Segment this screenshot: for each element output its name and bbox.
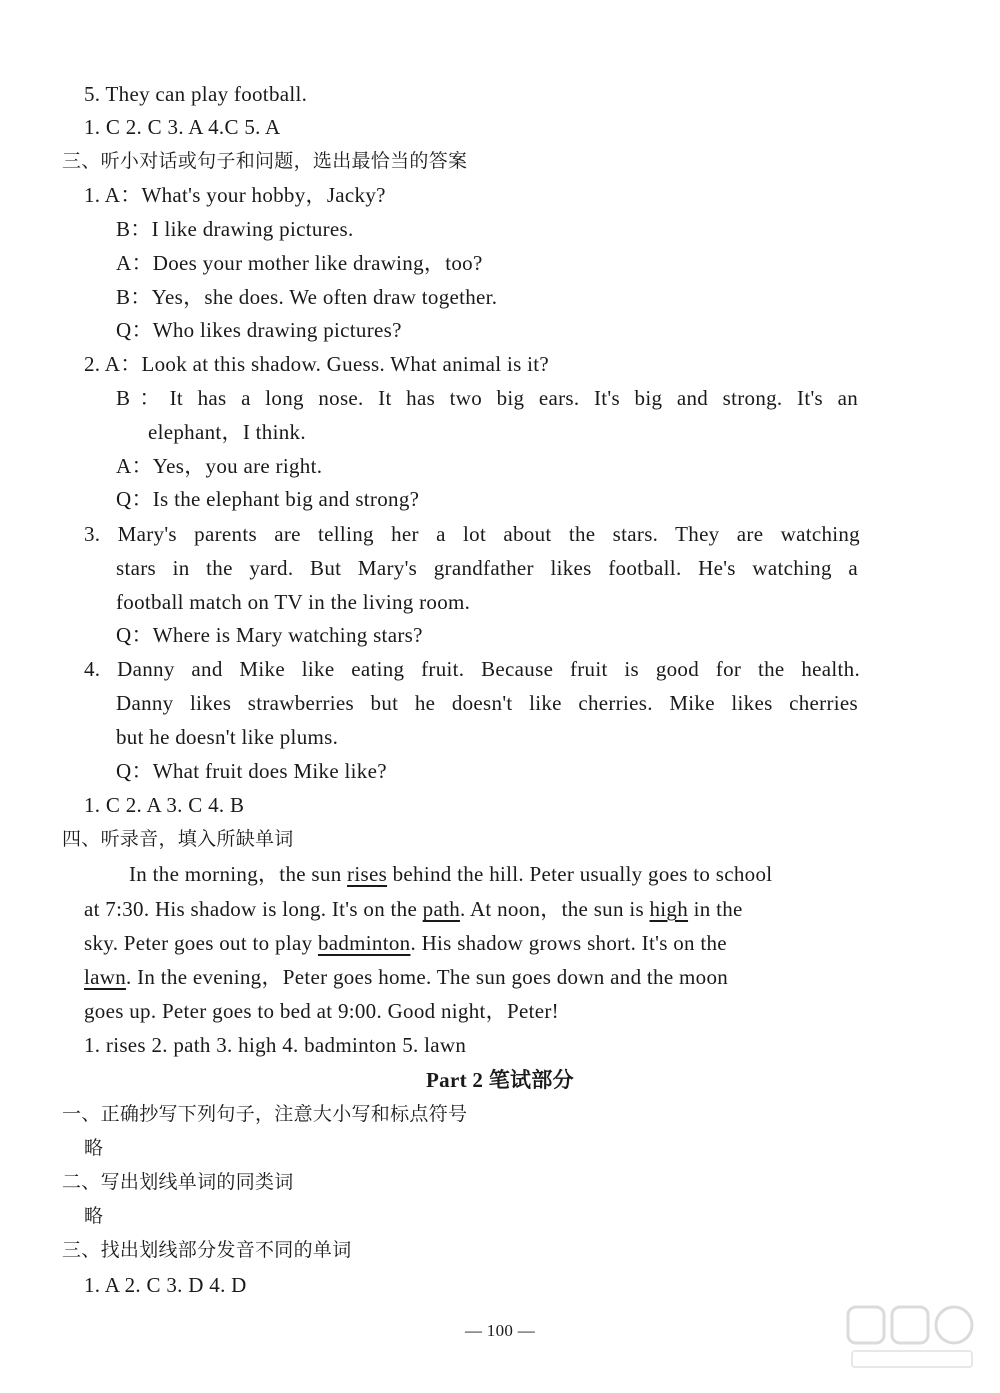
passage-line: football match on TV in the living room. bbox=[116, 590, 471, 614]
answer-line: 1. A 2. C 3. D 4. D bbox=[84, 1273, 247, 1297]
section-heading: 一、正确抄写下列句子，注意大小写和标点符号 bbox=[62, 1103, 468, 1125]
question-line: Q：Is the elephant big and strong? bbox=[116, 487, 420, 511]
section-heading: 三、听小对话或句子和问题，选出最恰当的答案 bbox=[62, 150, 468, 172]
passage-line: Danny likes strawberries but he doesn't like cherries. Mike likes cherries bbox=[116, 691, 858, 715]
passage-line: 4. Danny and Mike like eating fruit. Because fruit is good for the health. bbox=[84, 657, 860, 681]
page-number: — 100 — bbox=[464, 1321, 536, 1340]
question-line: Q：Who likes drawing pictures? bbox=[116, 318, 402, 342]
passage-text: In the morning，the sun bbox=[129, 862, 348, 886]
section-heading: 三、找出划线部分发音不同的单词 bbox=[62, 1239, 352, 1261]
answer-line: 1. rises 2. path 3. high 4. badminton 5. lawn bbox=[84, 1033, 467, 1057]
dialogue-line: B：It has a long nose. It has two big ears. It's big and strong. It's an bbox=[116, 386, 858, 410]
passage-text: . In the evening，Peter goes home. The sun goes down and the moon bbox=[126, 965, 729, 989]
dialogue-line: B：Yes，she does. We often draw together. bbox=[116, 285, 498, 309]
passage-line bbox=[84, 929, 727, 957]
answer-line: 略 bbox=[84, 1205, 104, 1227]
part-heading: Part 2 笔试部分 bbox=[426, 1068, 574, 1092]
watermark-icon bbox=[842, 1303, 982, 1373]
passage-text: behind the hill. Peter usually goes to school bbox=[387, 862, 773, 886]
passage-line bbox=[129, 860, 772, 888]
text-line: 5. They can play football. bbox=[84, 82, 308, 106]
answer-line: 1. C 2. A 3. C 4. B bbox=[84, 793, 245, 817]
passage-line bbox=[84, 895, 743, 923]
passage-text: at 7:30. His shadow is long. It's on the bbox=[84, 897, 423, 921]
passage-text: . His shadow grows short. It's on the bbox=[410, 931, 727, 955]
answer-line: 略 bbox=[84, 1137, 104, 1159]
passage-line: 3. Mary's parents are telling her a lot about the stars. They are watching bbox=[84, 522, 860, 546]
filled-word: badminton bbox=[317, 931, 411, 955]
passage-line bbox=[84, 963, 728, 991]
section-heading: 四、听录音，填入所缺单词 bbox=[62, 828, 294, 850]
dialogue-line: A：Yes，you are right. bbox=[116, 454, 323, 478]
question-line: Q：Where is Mary watching stars? bbox=[116, 623, 423, 647]
question-line: Q：What fruit does Mike like? bbox=[116, 759, 387, 783]
passage-text: . At noon，the sun is bbox=[460, 897, 650, 921]
section-heading: 二、写出划线单词的同类词 bbox=[62, 1171, 294, 1193]
passage-line: but he doesn't like plums. bbox=[116, 725, 339, 749]
passage-line: stars in the yard. But Mary's grandfather likes football. He's watching a bbox=[116, 556, 858, 580]
dialogue-line: B：I like drawing pictures. bbox=[116, 217, 354, 241]
answer-line: 1. C 2. C 3. A 4.C 5. A bbox=[84, 115, 281, 139]
dialogue-line: 1. A：What's your hobby，Jacky? bbox=[84, 183, 386, 207]
dialogue-line: A：Does your mother like drawing，too? bbox=[116, 251, 483, 275]
filled-word: rises bbox=[347, 862, 388, 886]
passage-text: in the bbox=[688, 897, 743, 921]
passage-text: sky. Peter goes out to play bbox=[84, 931, 318, 955]
dialogue-line: 2. A：Look at this shadow. Guess. What animal is it? bbox=[84, 352, 549, 376]
filled-word: path bbox=[422, 897, 461, 921]
passage-line: goes up. Peter goes to bed at 9:00. Good night，Peter! bbox=[84, 999, 559, 1023]
filled-word: lawn bbox=[84, 965, 127, 989]
dialogue-line: elephant，I think. bbox=[148, 420, 306, 444]
watermark-logo bbox=[842, 1303, 982, 1373]
filled-word: high bbox=[649, 897, 689, 921]
